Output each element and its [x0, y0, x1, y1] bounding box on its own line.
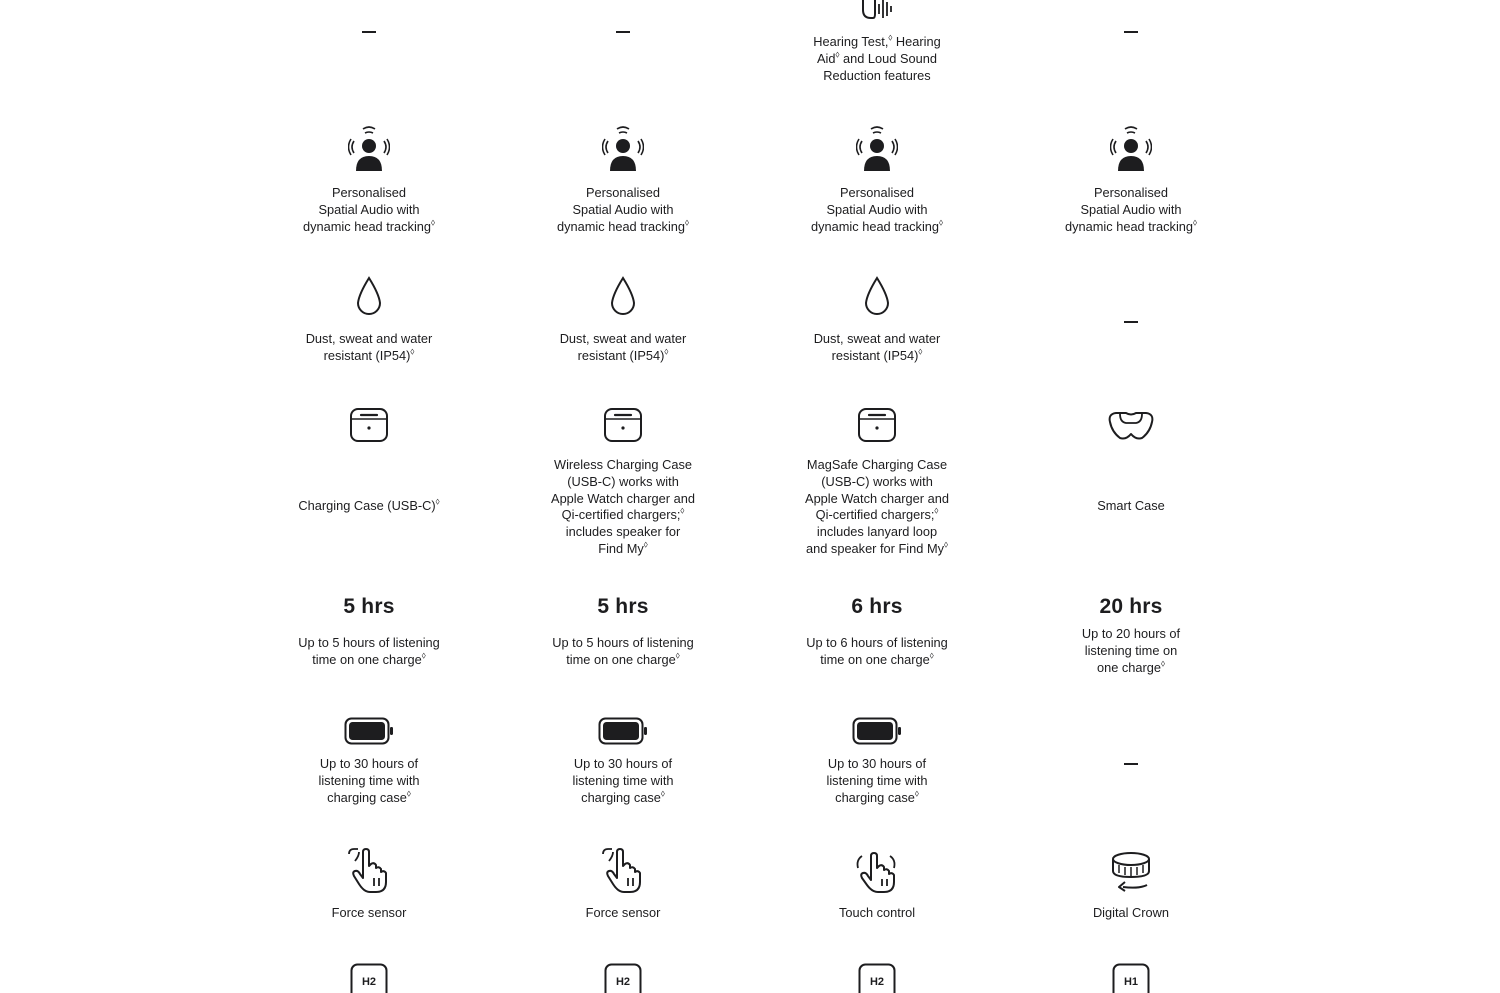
force-sensor-icon — [600, 848, 644, 894]
battery-hours: 20 hrs — [1036, 595, 1226, 619]
water-resistance-text: Dust, sweat and water resistant (IP54)◊ — [782, 331, 972, 365]
chip-label: H2 — [362, 976, 376, 988]
battery-hours: 5 hrs — [274, 595, 464, 619]
spatial-audio-icon — [856, 125, 898, 173]
spatial-audio-icon — [348, 125, 390, 173]
chip-label: H2 — [870, 976, 884, 988]
column-2 — [528, 0, 718, 985]
case-description: MagSafe Charging Case (USB-C) works with Apple Watch charger and Qi-certified chargers;◊ includes lanyard loop and speaker for Find My◊ — [782, 457, 972, 558]
spatial-audio-text: Personalised Spatial Audio with dynamic head tracking◊ — [1036, 185, 1226, 235]
smart-case-icon — [1106, 408, 1156, 442]
total-listening-text: Up to 30 hours of listening time with charging case◊ — [274, 756, 464, 806]
hearing-health-icon — [859, 0, 895, 22]
case-description: Wireless Charging Case (USB-C) works with Apple Watch charger and Qi-certified chargers;◊ includes speaker for Find My◊ — [528, 457, 718, 558]
digital-crown-icon — [1109, 851, 1153, 895]
chip-label: H1 — [1124, 976, 1138, 988]
not-available-dash — [616, 31, 630, 33]
battery-full-icon — [598, 717, 648, 745]
battery-full-icon — [344, 717, 394, 745]
column-3 — [782, 0, 972, 985]
chip-icon — [604, 963, 642, 993]
charging-case-icon — [349, 407, 389, 443]
water-resistance-text: Dust, sweat and water resistant (IP54)◊ — [528, 331, 718, 365]
listening-time-text: Up to 6 hours of listening time on one charge◊ — [782, 635, 972, 669]
chip-icon — [1112, 963, 1150, 993]
not-available-dash — [1124, 763, 1138, 765]
hearing-features-text: Hearing Test,◊ Hearing Aid◊ and Loud Sound Reduction features — [782, 34, 972, 84]
chip-label: H2 — [616, 976, 630, 988]
control-label: Touch control — [782, 905, 972, 922]
not-available-dash — [362, 31, 376, 33]
column-1 — [274, 0, 464, 985]
not-available-dash — [1124, 31, 1138, 33]
spatial-audio-icon — [1110, 125, 1152, 173]
charging-case-icon — [857, 407, 897, 443]
spatial-audio-text: Personalised Spatial Audio with dynamic head tracking◊ — [528, 185, 718, 235]
spatial-audio-text: Personalised Spatial Audio with dynamic head tracking◊ — [274, 185, 464, 235]
charging-case-icon — [603, 407, 643, 443]
total-listening-text: Up to 30 hours of listening time with charging case◊ — [528, 756, 718, 806]
water-drop-icon — [863, 276, 891, 318]
not-available-dash — [1124, 321, 1138, 323]
force-sensor-icon — [346, 848, 390, 894]
battery-hours: 6 hrs — [782, 595, 972, 619]
water-resistance-text: Dust, sweat and water resistant (IP54)◊ — [274, 331, 464, 365]
touch-control-icon — [854, 852, 898, 894]
water-drop-icon — [609, 276, 637, 318]
column-4 — [1036, 0, 1226, 985]
listening-time-text: Up to 20 hours of listening time on one charge◊ — [1036, 626, 1226, 676]
chip-icon — [350, 963, 388, 993]
control-label: Force sensor — [528, 905, 718, 922]
battery-hours: 5 hrs — [528, 595, 718, 619]
chip-icon — [858, 963, 896, 993]
case-description: Smart Case — [1036, 498, 1226, 515]
listening-time-text: Up to 5 hours of listening time on one charge◊ — [274, 635, 464, 669]
battery-full-icon — [852, 717, 902, 745]
control-label: Force sensor — [274, 905, 464, 922]
listening-time-text: Up to 5 hours of listening time on one charge◊ — [528, 635, 718, 669]
spatial-audio-text: Personalised Spatial Audio with dynamic head tracking◊ — [782, 185, 972, 235]
case-description: Charging Case (USB-C)◊ — [274, 498, 464, 515]
control-label: Digital Crown — [1036, 905, 1226, 922]
spatial-audio-icon — [602, 125, 644, 173]
water-drop-icon — [355, 276, 383, 318]
total-listening-text: Up to 30 hours of listening time with charging case◊ — [782, 756, 972, 806]
